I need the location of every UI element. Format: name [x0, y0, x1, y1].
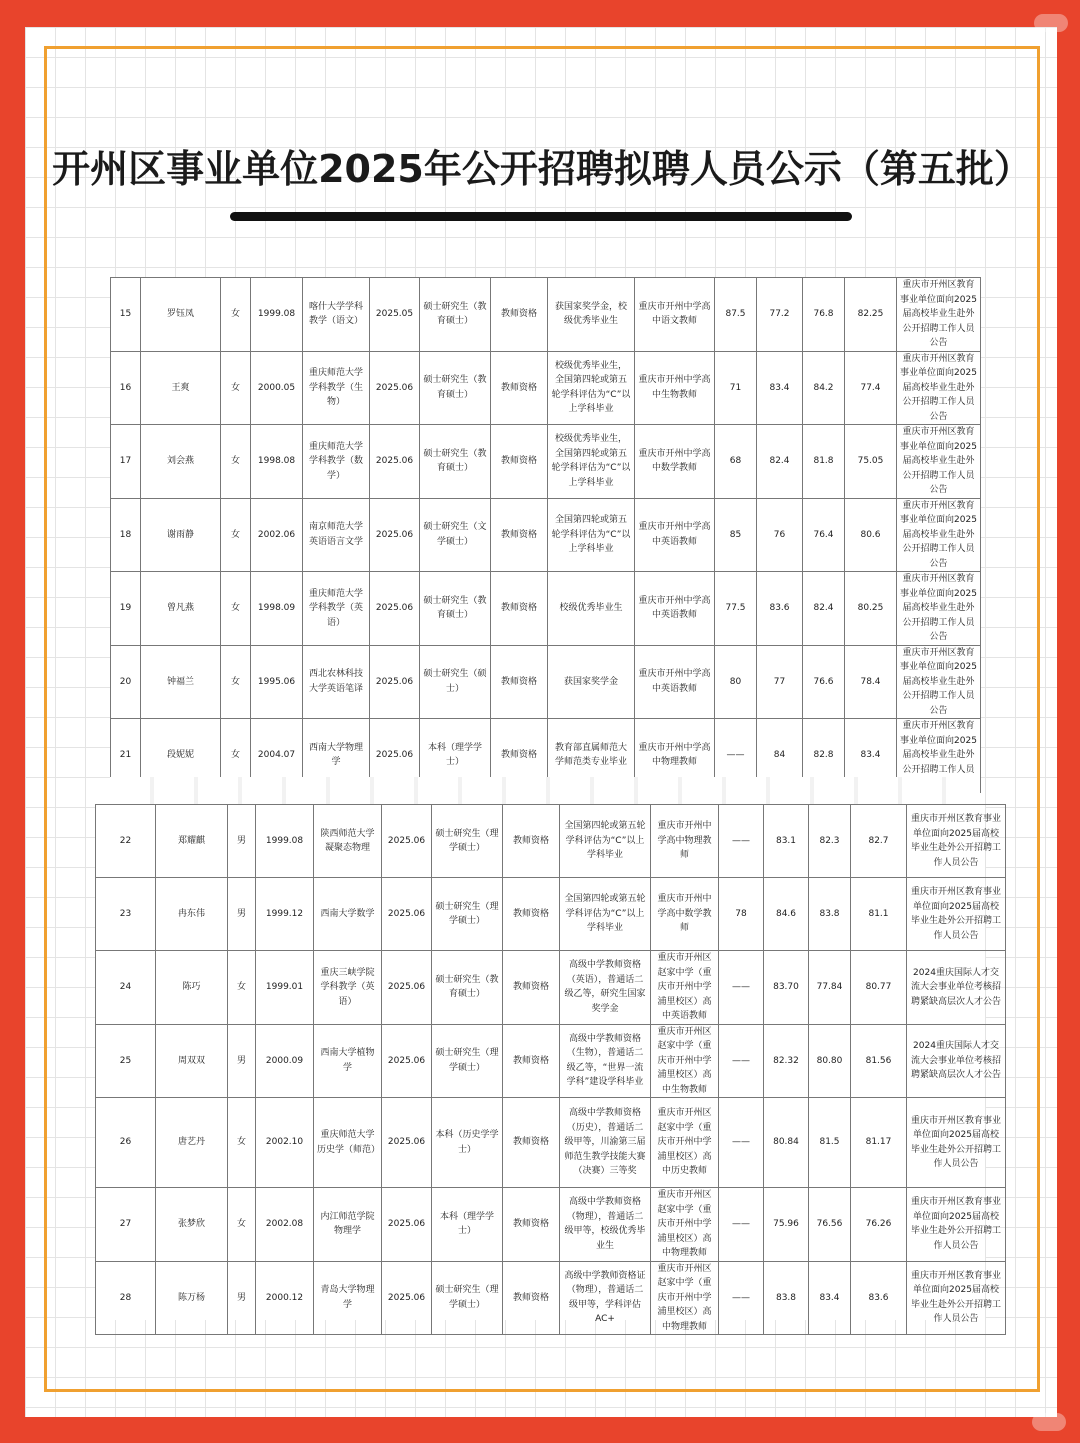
position-cell: 重庆市开州中学高中物理教师 [651, 805, 719, 878]
gender-cell: 女 [221, 719, 251, 793]
name-cell: 钟福兰 [141, 645, 221, 719]
birth-cell: 1998.08 [251, 425, 303, 499]
score-c-cell: 80.80 [809, 1024, 851, 1098]
score-a-cell: —— [719, 1024, 764, 1098]
position-cell: 重庆市开州中学高中物理教师 [635, 719, 715, 793]
birth-cell: 1999.12 [256, 878, 314, 951]
table-row [111, 278, 981, 352]
graduation-cell: 2025.06 [370, 645, 420, 719]
announcement-cell: 2024重庆国际人才交流大会事业单位考核招聘紧缺高层次人才公告 [907, 1024, 1006, 1098]
score-c-cell: 76.56 [809, 1188, 851, 1262]
score-a-cell: 80 [715, 645, 757, 719]
serial-cell: 20 [111, 645, 141, 719]
school-major-cell: 南京师范大学英语语言文学 [303, 498, 370, 572]
table-row [111, 572, 981, 646]
gender-cell: 女 [228, 951, 256, 1025]
degree-cell: 硕士研究生（理学硕士） [432, 805, 503, 878]
score-a-cell: 78 [719, 878, 764, 951]
announcement-cell: 重庆市开州区教育事业单位面向2025届高校毕业生赴外公开招聘工作人员公告 [907, 1098, 1006, 1188]
graduation-cell: 2025.05 [370, 278, 420, 352]
score-b-cell: 76 [757, 498, 803, 572]
gender-cell: 女 [221, 572, 251, 646]
total-score-cell: 80.6 [845, 498, 897, 572]
certificate-cell: 教师资格 [503, 805, 560, 878]
degree-cell: 硕士研究生（理学硕士） [432, 878, 503, 951]
degree-cell: 硕士研究生（硕士） [420, 645, 491, 719]
birth-cell: 2000.12 [256, 1261, 314, 1335]
honor-cell: 高级中学教师资格（英语），普通话二级乙等，研究生国家奖学金 [560, 951, 651, 1025]
position-cell: 重庆市开州区赵家中学（重庆市开州中学浦里校区）高中英语教师 [651, 951, 719, 1025]
score-c-cell: 76.6 [803, 645, 845, 719]
gender-cell: 男 [228, 805, 256, 878]
name-cell: 唐艺丹 [156, 1098, 228, 1188]
birth-cell: 2002.08 [256, 1188, 314, 1262]
score-c-cell: 83.8 [809, 878, 851, 951]
certificate-cell: 教师资格 [491, 351, 548, 425]
announcement-cell: 重庆市开州区教育事业单位面向2025届高校毕业生赴外公开招聘工作人员公告 [897, 572, 981, 646]
position-cell: 重庆市开州区赵家中学（重庆市开州中学浦里校区）高中物理教师 [651, 1188, 719, 1262]
score-a-cell: 87.5 [715, 278, 757, 352]
score-b-cell: 83.70 [764, 951, 809, 1025]
position-cell: 重庆市开州中学高中数学教师 [635, 425, 715, 499]
honor-cell: 高级中学教师资格（生物），普通话二级乙等，“世界一流学科”建设学科毕业 [560, 1024, 651, 1098]
graduation-cell: 2025.06 [370, 425, 420, 499]
total-score-cell: 81.56 [851, 1024, 907, 1098]
score-a-cell: —— [719, 1098, 764, 1188]
graduation-cell: 2025.06 [370, 351, 420, 425]
birth-cell: 2000.05 [251, 351, 303, 425]
honor-cell: 高级中学教师资格证（物理），普通话二级甲等，学科评估AC+ [560, 1261, 651, 1335]
total-score-cell: 81.17 [851, 1098, 907, 1188]
name-cell: 张梦欣 [156, 1188, 228, 1262]
graduation-cell: 2025.06 [382, 1024, 432, 1098]
announcement-cell: 重庆市开州区教育事业单位面向2025届高校毕业生赴外公开招聘工作人员公告 [907, 805, 1006, 878]
score-b-cell: 84 [757, 719, 803, 793]
certificate-cell: 教师资格 [491, 498, 548, 572]
position-cell: 重庆市开州区赵家中学（重庆市开州中学浦里校区）高中历史教师 [651, 1098, 719, 1188]
certificate-cell: 教师资格 [491, 719, 548, 793]
birth-cell: 2000.09 [256, 1024, 314, 1098]
school-major-cell: 喀什大学学科教学（语文） [303, 278, 370, 352]
score-a-cell: —— [719, 1188, 764, 1262]
candidates-table-2 [95, 804, 1006, 1335]
name-cell: 曾凡燕 [141, 572, 221, 646]
total-score-cell: 81.1 [851, 878, 907, 951]
announcement-cell: 重庆市开州区教育事业单位面向2025届高校毕业生赴外公开招聘工作人员公告 [897, 351, 981, 425]
graduation-cell: 2025.06 [382, 1098, 432, 1188]
serial-cell: 22 [96, 805, 156, 878]
name-cell: 陈万杨 [156, 1261, 228, 1335]
announcement-cell: 2024重庆国际人才交流大会事业单位考核招聘紧缺高层次人才公告 [907, 951, 1006, 1025]
gender-cell: 女 [221, 425, 251, 499]
serial-cell: 27 [96, 1188, 156, 1262]
score-b-cell: 80.84 [764, 1098, 809, 1188]
score-c-cell: 82.4 [803, 572, 845, 646]
graduation-cell: 2025.06 [382, 1261, 432, 1335]
serial-cell: 17 [111, 425, 141, 499]
serial-cell: 15 [111, 278, 141, 352]
score-b-cell: 75.96 [764, 1188, 809, 1262]
table-row [111, 498, 981, 572]
announcement-cell: 重庆市开州区教育事业单位面向2025届高校毕业生赴外公开招聘工作人员公告 [907, 1261, 1006, 1335]
degree-cell: 本科（历史学学士） [432, 1098, 503, 1188]
degree-cell: 硕士研究生（教育硕士） [420, 572, 491, 646]
total-score-cell: 83.4 [845, 719, 897, 793]
birth-cell: 2002.10 [256, 1098, 314, 1188]
score-c-cell: 82.8 [803, 719, 845, 793]
degree-cell: 硕士研究生（教育硕士） [420, 351, 491, 425]
serial-cell: 28 [96, 1261, 156, 1335]
serial-cell: 18 [111, 498, 141, 572]
graduation-cell: 2025.06 [382, 878, 432, 951]
score-c-cell: 81.8 [803, 425, 845, 499]
school-major-cell: 西北农林科技大学英语笔译 [303, 645, 370, 719]
table-row [96, 805, 1006, 878]
score-b-cell: 83.1 [764, 805, 809, 878]
name-cell: 刘会燕 [141, 425, 221, 499]
score-c-cell: 76.4 [803, 498, 845, 572]
school-major-cell: 陕西师范大学凝聚态物理 [314, 805, 382, 878]
school-major-cell: 重庆师范大学学科教学（数学） [303, 425, 370, 499]
table-row [96, 951, 1006, 1025]
degree-cell: 硕士研究生（教育硕士） [420, 278, 491, 352]
honor-cell: 获国家奖学金 [548, 645, 635, 719]
announcement-cell: 重庆市开州区教育事业单位面向2025届高校毕业生赴外公开招聘工作人员公告 [907, 1188, 1006, 1262]
position-cell: 重庆市开州中学高中英语教师 [635, 572, 715, 646]
total-score-cell: 75.05 [845, 425, 897, 499]
corner-badge [1034, 14, 1068, 32]
score-a-cell: 68 [715, 425, 757, 499]
school-major-cell: 西南大学植物学 [314, 1024, 382, 1098]
honor-cell: 校级优秀毕业生，全国第四轮或第五轮学科评估为“C”以上学科毕业 [548, 425, 635, 499]
honor-cell: 全国第四轮或第五轮学科评估为“C”以上学科毕业 [548, 498, 635, 572]
school-major-cell: 西南大学数学 [314, 878, 382, 951]
score-c-cell: 77.84 [809, 951, 851, 1025]
gender-cell: 女 [228, 1188, 256, 1262]
graduation-cell: 2025.06 [370, 498, 420, 572]
total-score-cell: 82.25 [845, 278, 897, 352]
school-major-cell: 重庆师范大学学科教学（英语） [303, 572, 370, 646]
table-row [96, 878, 1006, 951]
certificate-cell: 教师资格 [503, 1261, 560, 1335]
total-score-cell: 78.4 [845, 645, 897, 719]
graduation-cell: 2025.06 [382, 951, 432, 1025]
school-major-cell: 重庆三峡学院学科教学（英语） [314, 951, 382, 1025]
serial-cell: 19 [111, 572, 141, 646]
score-c-cell: 76.8 [803, 278, 845, 352]
honor-cell: 获国家奖学金，校级优秀毕业生 [548, 278, 635, 352]
graduation-cell: 2025.06 [370, 719, 420, 793]
name-cell: 王爽 [141, 351, 221, 425]
position-cell: 重庆市开州中学高中生物教师 [635, 351, 715, 425]
honor-cell: 全国第四轮或第五轮学科评估为“C”以上学科毕业 [560, 805, 651, 878]
gender-cell: 女 [221, 645, 251, 719]
certificate-cell: 教师资格 [503, 1098, 560, 1188]
score-c-cell: 81.5 [809, 1098, 851, 1188]
announcement-cell: 重庆市开州区教育事业单位面向2025届高校毕业生赴外公开招聘工作人员公告 [897, 498, 981, 572]
table-row [96, 1024, 1006, 1098]
table-part-1 [110, 277, 980, 777]
gender-cell: 男 [228, 1261, 256, 1335]
total-score-cell: 76.26 [851, 1188, 907, 1262]
degree-cell: 本科（理学学士） [420, 719, 491, 793]
graduation-cell: 2025.06 [382, 1188, 432, 1262]
announcement-cell: 重庆市开州区教育事业单位面向2025届高校毕业生赴外公开招聘工作人员公告 [897, 278, 981, 352]
school-major-cell: 西南大学物理学 [303, 719, 370, 793]
school-major-cell: 重庆师范大学学科教学（生物） [303, 351, 370, 425]
position-cell: 重庆市开州区赵家中学（重庆市开州中学浦里校区）高中物理教师 [651, 1261, 719, 1335]
table-row [111, 645, 981, 719]
gender-cell: 男 [228, 1024, 256, 1098]
serial-cell: 24 [96, 951, 156, 1025]
graduation-cell: 2025.06 [370, 572, 420, 646]
birth-cell: 2002.06 [251, 498, 303, 572]
score-a-cell: —— [719, 1261, 764, 1335]
birth-cell: 1999.08 [251, 278, 303, 352]
honor-cell: 高级中学教师资格（物理），普通话二级甲等，校级优秀毕业生 [560, 1188, 651, 1262]
honor-cell: 校级优秀毕业生 [548, 572, 635, 646]
score-a-cell: —— [719, 805, 764, 878]
total-score-cell: 77.4 [845, 351, 897, 425]
score-b-cell: 77.2 [757, 278, 803, 352]
position-cell: 重庆市开州中学高中英语教师 [635, 498, 715, 572]
table-row [111, 425, 981, 499]
announcement-cell: 重庆市开州区教育事业单位面向2025届高校毕业生赴外公开招聘工作人员公告 [897, 425, 981, 499]
school-major-cell: 内江师范学院物理学 [314, 1188, 382, 1262]
birth-cell: 1995.06 [251, 645, 303, 719]
score-c-cell: 83.4 [809, 1261, 851, 1335]
birth-cell: 1998.09 [251, 572, 303, 646]
degree-cell: 硕士研究生（理学硕士） [432, 1261, 503, 1335]
name-cell: 谢雨静 [141, 498, 221, 572]
honor-cell: 全国第四轮或第五轮学科评估为“C”以上学科毕业 [560, 878, 651, 951]
score-a-cell: —— [715, 719, 757, 793]
degree-cell: 硕士研究生（教育硕士） [432, 951, 503, 1025]
total-score-cell: 80.77 [851, 951, 907, 1025]
certificate-cell: 教师资格 [491, 425, 548, 499]
score-b-cell: 77 [757, 645, 803, 719]
score-b-cell: 83.6 [757, 572, 803, 646]
position-cell: 重庆市开州中学高中语文教师 [635, 278, 715, 352]
table-part-2 [95, 804, 1001, 1332]
score-c-cell: 84.2 [803, 351, 845, 425]
page-title: 开州区事业单位2025年公开招聘拟聘人员公示（第五批） [52, 147, 1032, 191]
honor-cell: 校级优秀毕业生，全国第四轮或第五轮学科评估为“C”以上学科毕业 [548, 351, 635, 425]
certificate-cell: 教师资格 [503, 1024, 560, 1098]
gender-cell: 女 [221, 278, 251, 352]
gender-cell: 男 [228, 878, 256, 951]
score-b-cell: 84.6 [764, 878, 809, 951]
birth-cell: 1999.08 [256, 805, 314, 878]
table-row [96, 1098, 1006, 1188]
score-a-cell: 77.5 [715, 572, 757, 646]
table-row [111, 351, 981, 425]
certificate-cell: 教师资格 [503, 878, 560, 951]
announcement-cell: 重庆市开州区教育事业单位面向2025届高校毕业生赴外公开招聘工作人员公告 [907, 878, 1006, 951]
score-c-cell: 82.3 [809, 805, 851, 878]
birth-cell: 1999.01 [256, 951, 314, 1025]
degree-cell: 硕士研究生（教育硕士） [420, 425, 491, 499]
certificate-cell: 教师资格 [491, 572, 548, 646]
serial-cell: 23 [96, 878, 156, 951]
serial-cell: 26 [96, 1098, 156, 1188]
honor-cell: 高级中学教师资格（历史），普通话二级甲等，川渝第三届师范生教学技能大赛（决赛）三等奖 [560, 1098, 651, 1188]
total-score-cell: 83.6 [851, 1261, 907, 1335]
position-cell: 重庆市开州中学高中英语教师 [635, 645, 715, 719]
position-cell: 重庆市开州区赵家中学（重庆市开州中学浦里校区）高中生物教师 [651, 1024, 719, 1098]
candidates-table-1 [110, 277, 981, 793]
certificate-cell: 教师资格 [491, 278, 548, 352]
school-major-cell: 重庆师范大学历史学（师范） [314, 1098, 382, 1188]
score-a-cell: —— [719, 951, 764, 1025]
degree-cell: 本科（理学学士） [432, 1188, 503, 1262]
title-underline [230, 212, 852, 221]
degree-cell: 硕士研究生（文学硕士） [420, 498, 491, 572]
watermark-badge [1032, 1413, 1066, 1431]
score-a-cell: 71 [715, 351, 757, 425]
serial-cell: 21 [111, 719, 141, 793]
name-cell: 段妮妮 [141, 719, 221, 793]
total-score-cell: 82.7 [851, 805, 907, 878]
graduation-cell: 2025.06 [382, 805, 432, 878]
score-a-cell: 85 [715, 498, 757, 572]
announcement-cell: 重庆市开州区教育事业单位面向2025届高校毕业生赴外公开招聘工作人员 [897, 719, 981, 793]
honor-cell: 教育部直属师范大学师范类专业毕业 [548, 719, 635, 793]
announcement-cell: 重庆市开州区教育事业单位面向2025届高校毕业生赴外公开招聘工作人员公告 [897, 645, 981, 719]
serial-cell: 25 [96, 1024, 156, 1098]
gender-cell: 女 [221, 498, 251, 572]
name-cell: 陈巧 [156, 951, 228, 1025]
certificate-cell: 教师资格 [491, 645, 548, 719]
certificate-cell: 教师资格 [503, 1188, 560, 1262]
name-cell: 罗钰凤 [141, 278, 221, 352]
name-cell: 郑耀麒 [156, 805, 228, 878]
name-cell: 冉东伟 [156, 878, 228, 951]
school-major-cell: 青岛大学物理学 [314, 1261, 382, 1335]
name-cell: 周双双 [156, 1024, 228, 1098]
page-break-strip [110, 777, 980, 804]
score-b-cell: 82.4 [757, 425, 803, 499]
total-score-cell: 80.25 [845, 572, 897, 646]
degree-cell: 硕士研究生（理学硕士） [432, 1024, 503, 1098]
table-row [96, 1188, 1006, 1262]
certificate-cell: 教师资格 [503, 951, 560, 1025]
score-b-cell: 83.8 [764, 1261, 809, 1335]
serial-cell: 16 [111, 351, 141, 425]
table-row [96, 1261, 1006, 1335]
position-cell: 重庆市开州中学高中数学教师 [651, 878, 719, 951]
score-b-cell: 82.32 [764, 1024, 809, 1098]
gender-cell: 女 [221, 351, 251, 425]
birth-cell: 2004.07 [251, 719, 303, 793]
gender-cell: 女 [228, 1098, 256, 1188]
score-b-cell: 83.4 [757, 351, 803, 425]
